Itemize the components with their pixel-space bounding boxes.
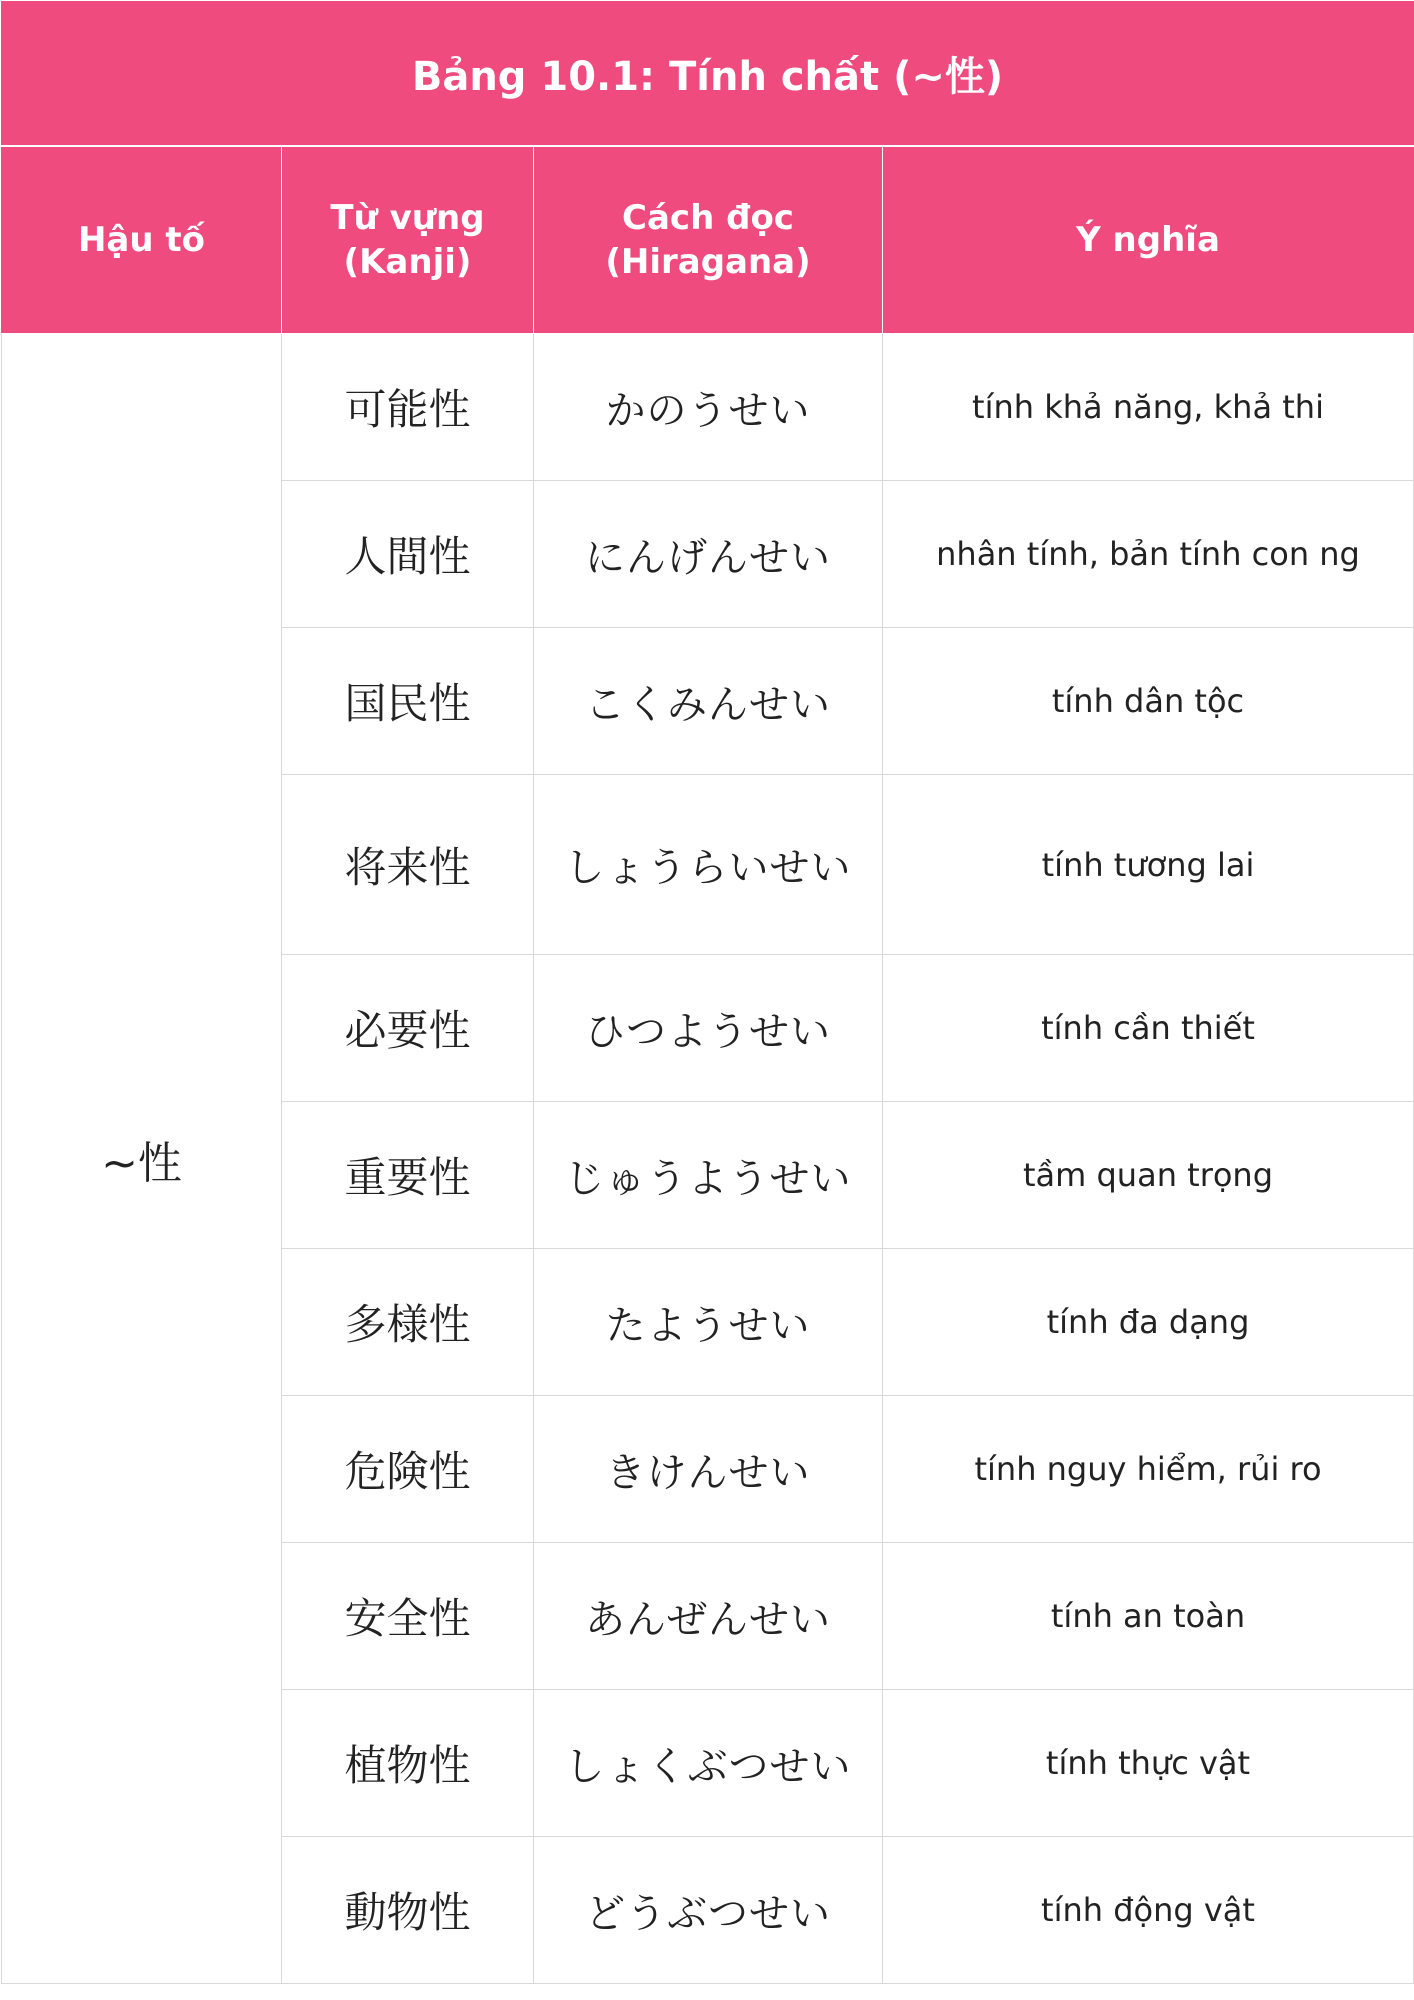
reading-cell: しょうらいせい [534,775,883,955]
table-row [2,334,1414,481]
suffix-cell: ~性 [2,334,282,1984]
header-row [2,146,1414,334]
reading-cell: あんぜんせい [534,1543,883,1690]
reading-cell: どうぶつせい [534,1837,883,1984]
meaning-cell: tính cần thiết [883,955,1414,1102]
kanji-cell: 必要性 [282,955,534,1102]
kanji-cell: 植物性 [282,1690,534,1837]
reading-cell: たようせい [534,1249,883,1396]
table-title: Bảng 10.1: Tính chất (~性) [2,2,1414,147]
meaning-cell: tầm quan trọng [883,1102,1414,1249]
column-header-suffix: Hậu tố [2,146,282,334]
meaning-cell: tính khả năng, khả thi [883,334,1414,481]
column-header-meaning: Ý nghĩa [883,146,1414,334]
reading-cell: しょくぶつせい [534,1690,883,1837]
kanji-cell: 動物性 [282,1837,534,1984]
column-header-kanji: Từ vựng (Kanji) [282,146,534,334]
kanji-cell: 人間性 [282,481,534,628]
title-row [2,2,1414,147]
kanji-cell: 将来性 [282,775,534,955]
kanji-cell: 危険性 [282,1396,534,1543]
reading-cell: きけんせい [534,1396,883,1543]
meaning-cell: tính an toàn [883,1543,1414,1690]
meaning-cell: tính nguy hiểm, rủi ro [883,1396,1414,1543]
column-header-reading: Cách đọc (Hiragana) [534,146,883,334]
kanji-cell: 安全性 [282,1543,534,1690]
reading-cell: にんげんせい [534,481,883,628]
reading-cell: かのうせい [534,334,883,481]
kanji-cell: 重要性 [282,1102,534,1249]
meaning-cell: tính đa dạng [883,1249,1414,1396]
reading-cell: じゅうようせい [534,1102,883,1249]
meaning-cell: nhân tính, bản tính con ng [883,481,1414,628]
meaning-cell: tính dân tộc [883,628,1414,775]
vocabulary-table [1,1,1414,1984]
meaning-cell: tính động vật [883,1837,1414,1984]
kanji-cell: 多様性 [282,1249,534,1396]
kanji-cell: 可能性 [282,334,534,481]
reading-cell: ひつようせい [534,955,883,1102]
reading-cell: こくみんせい [534,628,883,775]
kanji-cell: 国民性 [282,628,534,775]
meaning-cell: tính thực vật [883,1690,1414,1837]
meaning-cell: tính tương lai [883,775,1414,955]
